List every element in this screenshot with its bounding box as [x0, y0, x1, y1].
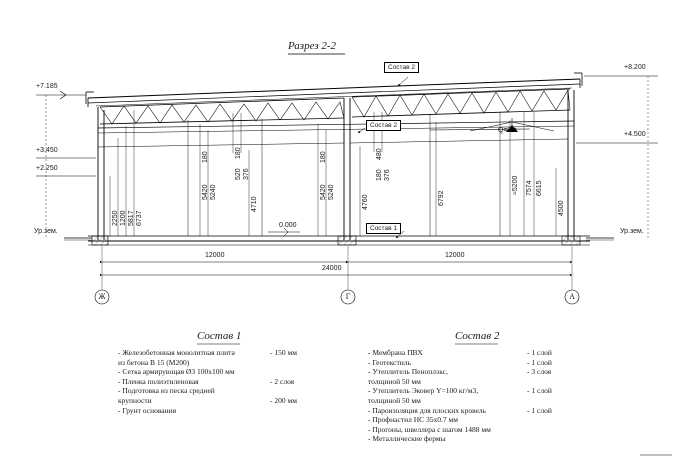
vdim-center-2: 5240: [328, 184, 335, 200]
list-item-value: - 3 слоя: [527, 367, 552, 377]
list-item-value: [270, 386, 297, 396]
vdim-left-3: 6737: [136, 210, 143, 226]
elevation-4500: +4.500: [624, 131, 646, 138]
list-item-value: [527, 425, 552, 435]
list-item: толщиной 50 мм: [368, 395, 421, 405]
callout-sostav1: Состав 1: [366, 223, 401, 234]
list-item-value: - 2 слоя: [270, 376, 295, 386]
list-item: - Сетка армирующая Ø3 100x100 мм: [118, 367, 235, 377]
list-item: толщиной 50 мм: [368, 376, 421, 386]
list-item-value: [527, 377, 552, 387]
list-item: из бетона B 15 (M200): [118, 357, 190, 367]
elevation-2250: +2.250: [36, 165, 58, 172]
elevation-top-left: +7.185: [36, 83, 58, 90]
elevation-3450: +3.450: [36, 147, 58, 154]
list-item-value: [270, 358, 297, 368]
list-item: - Утеплитель Пеноплэкс,: [368, 367, 448, 377]
elevation-top-right: +8.200: [624, 64, 646, 71]
spec1-value-list: [270, 348, 297, 415]
vdim-rightinner-1: 180: [376, 169, 383, 181]
vdim-midleft-2: 5240: [210, 184, 217, 200]
vdim-midleft-3: 180: [235, 147, 242, 159]
list-item: - Прогоны, швеллера с шагом 1488 мм: [368, 424, 491, 434]
list-item: - Утеплитель Эковер Y=100 кг/м3,: [368, 386, 479, 396]
zero-mark: 0.000: [279, 222, 297, 229]
ground-level-right: Ур.зем.: [620, 228, 644, 235]
vdim-right-2: 6615: [536, 180, 543, 196]
vdim-center-0: 180: [320, 151, 327, 163]
vdim-left-1: 1200: [120, 210, 127, 226]
vdim-right-1: 7574: [526, 180, 533, 196]
vdim-left-0: 2250: [112, 210, 119, 226]
dim-span-left: 12000: [205, 252, 225, 259]
list-item: - Профнастил НС 35х0.7 мм: [368, 415, 459, 425]
list-item: - Геотекстиль: [368, 357, 411, 367]
spec2-item-list: [368, 348, 491, 444]
spec2-title: Состав 2: [455, 330, 500, 342]
vdim-left-2: 5817: [128, 210, 135, 226]
vdim-midleft-0: 180: [202, 151, 209, 163]
list-item: - Подготовка из песка средней: [118, 386, 215, 396]
axis-label-g: Г: [345, 292, 351, 301]
list-item: - Мембрана ПВХ: [368, 348, 423, 357]
list-item-value: - 1 слой: [527, 357, 552, 367]
vdim-midleft-6: 4710: [251, 196, 258, 212]
list-item-value: [270, 367, 297, 377]
list-item: крупности: [118, 395, 152, 405]
list-item: - Металлические фермы: [368, 434, 446, 444]
vdim-right-0: ≈5200: [512, 175, 519, 195]
callout-sostav2-top: Состав 2: [384, 62, 419, 73]
list-item-value: [270, 406, 297, 416]
spec1-title: Состав 1: [197, 330, 242, 342]
vdim-rightinner-2: 376: [384, 169, 391, 181]
spec1-item-list: [118, 348, 235, 415]
dim-total: 24000: [322, 265, 342, 272]
axis-label-zh: Ж: [98, 292, 106, 301]
callout-sostav2-mid: Состав 2: [366, 120, 401, 131]
dim-span-right: 12000: [445, 252, 465, 259]
vdim-midleft-4: 520: [235, 168, 242, 180]
vdim-center-3: 4760: [362, 194, 369, 210]
list-item-value: [527, 396, 552, 406]
list-item-value: - 150 мм: [270, 348, 297, 357]
list-item-value: - 1 слой: [527, 348, 552, 357]
list-item-value: - 1 слой: [527, 386, 552, 396]
list-item: - Пароизоляция для плоских кровель: [368, 405, 487, 415]
ground-level-left: Ур.зем.: [34, 228, 58, 235]
list-item: - Грунт основания: [118, 405, 177, 415]
axis-label-a: А: [569, 292, 575, 301]
list-item: - Железобетонная монолитная плита: [118, 348, 235, 357]
vdim-midleft-5: 376: [243, 168, 250, 180]
vdim-right-3: 4500: [558, 200, 565, 216]
spec2-value-list: [527, 348, 552, 444]
vdim-midleft-1: 5420: [202, 184, 209, 200]
list-item: - Пленка полиэтиленовая: [118, 376, 199, 386]
list-item-value: - 1 слой: [527, 405, 552, 415]
vdim-rightinner-3: 6792: [438, 190, 445, 206]
page-title: Разрез 2-2: [288, 40, 337, 52]
list-item-value: - 200 мм: [270, 395, 297, 405]
list-item-value: [527, 415, 552, 425]
vdim-rightinner-0: 480: [376, 148, 383, 160]
load-note: Q=3 т: [498, 127, 517, 134]
list-item-value: [527, 434, 552, 444]
vdim-center-1: 5420: [320, 184, 327, 200]
